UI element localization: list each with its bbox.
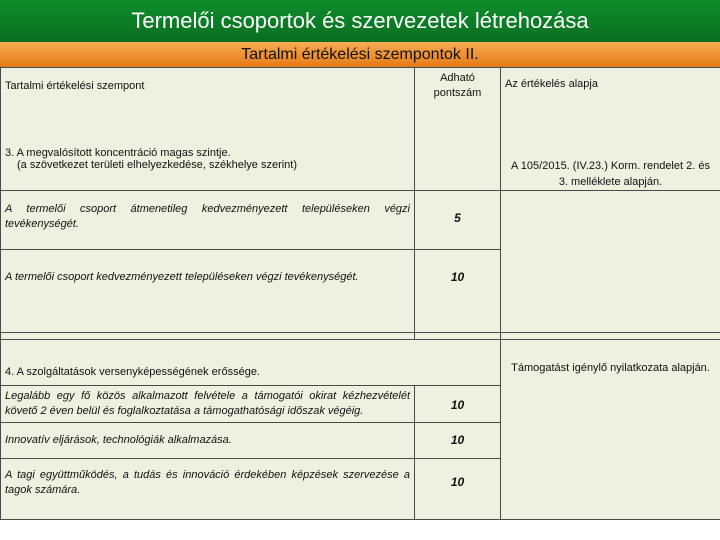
criterion-text: A termelői csoport átmenetileg kedvezményezett településeken végzi tevékenységét. [5,203,410,230]
criterion-header-cell [1,68,415,191]
criterion-cell [1,386,415,423]
criterion-header: Tartalmi értékelési szempont [5,80,145,92]
points-header-line1: Adható [440,72,475,84]
spacer-row [1,333,720,340]
section4-basis: Támogatást igénylő nyilatkozata alapján. [511,362,710,374]
points-cell [415,459,501,520]
section3-title: 3. A megvalósított koncentráció magas szintje. [5,147,231,159]
slide-title: Termelői csoportok és szervezetek létrehozása [0,0,720,42]
points-value: 10 [450,475,465,489]
spacer-cell [501,333,720,340]
criterion-text: Legalább egy fő közös alkalmazott felvétele a támogatói okirat kézhezvételét követő 2 éven belül és foglalkoztatása a támogathatósági időszak végéig. [5,390,410,417]
section3-subtitle: (a szövetkezet területi elhelyezkedése, székhelye szerint) [17,159,298,171]
section4-title: 4. A szolgáltatások versenyképességének erőssége. [5,366,260,378]
points-cell [415,250,501,333]
points-value: 5 [454,211,461,225]
points-cell [415,191,501,250]
criterion-text: A tagi együttműködés, a tudás és innováció érdekében képzések szervezése a tagok számára. [5,469,410,496]
section4-row [1,340,720,386]
points-value: 10 [450,433,465,447]
basis-header: Az értékelés alapja [505,78,598,90]
spacer-cell [415,333,501,340]
criterion-cell [1,250,415,333]
section4-basis-cell [501,340,720,520]
slide-subtitle: Tartalmi értékelési szempontok II. [0,42,720,68]
section4-title-cell [1,340,501,386]
table-row [1,191,720,250]
basis-empty-cell [501,191,720,333]
points-value: 10 [450,270,465,284]
points-cell [415,386,501,423]
points-header-cell [415,68,501,191]
criterion-cell [1,423,415,459]
criterion-text: A termelői csoport kedvezményezett településeken végzi tevékenységét. [5,271,359,283]
criterion-text: Innovatív eljárások, technológiák alkalmazása. [5,434,232,446]
points-header-line2: pontszám [433,87,482,99]
points-cell [415,423,501,459]
section3-basis: A 105/2015. (IV.23.) Korm. rendelet 2. és 3. melléklete alapján. [511,160,710,188]
spacer-cell [1,333,415,340]
basis-header-cell [501,68,720,191]
points-value: 10 [450,398,465,412]
criterion-cell [1,459,415,520]
criterion-cell [1,191,415,250]
points-header [419,68,496,101]
evaluation-table [0,67,720,520]
